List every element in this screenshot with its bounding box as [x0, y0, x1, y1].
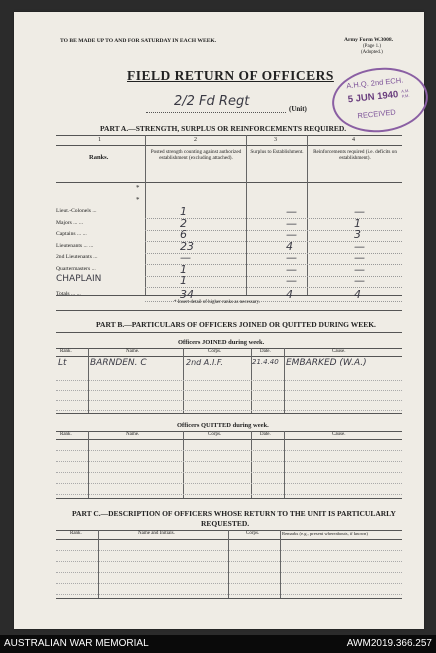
- joined-col-rank: Rank.: [60, 349, 72, 354]
- surplus-value: —: [286, 274, 297, 287]
- adopted-note: (Adopted.): [361, 50, 383, 55]
- strength-value: 23: [180, 239, 194, 253]
- joined-col-name: Name.: [126, 349, 140, 354]
- reinforcements-value: —: [354, 239, 365, 253]
- unit-label: (Unit): [289, 105, 307, 113]
- reinforcements-value: 4: [354, 287, 361, 301]
- part-c-title-line2: REQUESTED.: [201, 519, 250, 528]
- quitted-title: Officers QUITTED during week.: [177, 422, 269, 429]
- stamp-ampm: A.M. P.M.: [400, 87, 410, 99]
- archive-footer: [0, 635, 436, 653]
- joined-name: BARNDEN. C: [90, 358, 147, 368]
- col-num-3: 3: [274, 137, 277, 143]
- reinforcements-value: —: [354, 262, 365, 276]
- strength-value: 2: [180, 216, 187, 230]
- quitted-col-corps: Corps.: [208, 432, 222, 437]
- col-num-4: 4: [352, 137, 355, 143]
- quitted-col-date: Date.: [260, 432, 271, 437]
- stamp-office: A.H.Q. 2nd ECH.: [345, 75, 404, 91]
- page-title: FIELD RETURN OF OFFICERS: [127, 68, 334, 83]
- strength-value: —: [180, 251, 191, 264]
- stamp-received: RECEIVED: [357, 107, 397, 121]
- col-head-strength: Posted strength counting against authorized establishment (excluding attached).: [150, 149, 242, 161]
- strength-value: 6: [180, 228, 187, 241]
- part-a-footnote: * Insert detail of higher ranks as necessary.: [174, 300, 261, 305]
- surplus-value: 4: [286, 239, 293, 253]
- surplus-value: —: [286, 205, 297, 218]
- joined-col-cause: Cause.: [332, 349, 346, 354]
- surplus-value: —: [286, 251, 297, 264]
- header-instruction: TO BE MADE UP TO AND FOR SATURDAY IN EACH WEEK.: [60, 38, 217, 44]
- reinforcements-value: —: [354, 274, 365, 287]
- joined-date: 21.4.40: [252, 358, 279, 366]
- joined-col-corps: Corps.: [208, 349, 222, 354]
- col-head-reinforcements: Reinforcements required (i.e. deficits on establishment).: [313, 149, 397, 161]
- surplus-value: —: [286, 228, 297, 241]
- joined-col-date: Date.: [260, 349, 271, 354]
- reinforcements-value: —: [354, 205, 365, 218]
- reinforcements-value: 1: [354, 216, 361, 230]
- reinforcements-value: —: [354, 251, 365, 264]
- rank-label: CHAPLAIN: [56, 274, 102, 284]
- col-num-1: 1: [98, 137, 101, 143]
- footer-institution: AUSTRALIAN WAR MEMORIAL: [4, 638, 149, 649]
- footer-accession: AWM2019.366.257: [346, 638, 432, 649]
- rank-label: Captains ... ...: [56, 231, 87, 237]
- surplus-value: —: [286, 262, 297, 276]
- part-b-title: PART B.—PARTICULARS OF OFFICERS JOINED OR QUITTED DURING WEEK.: [96, 320, 376, 329]
- col-head-ranks: Ranks.: [89, 154, 109, 161]
- quitted-col-cause: Cause.: [332, 432, 346, 437]
- strength-value: 34: [180, 287, 194, 301]
- reinforcements-value: 3: [354, 228, 361, 241]
- rank-label: Lieut.-Colonels ...: [56, 208, 97, 214]
- page-number: (Page 1.): [363, 44, 382, 49]
- quitted-col-rank: Rank.: [60, 432, 72, 437]
- rank-label: Majors ... ...: [56, 219, 84, 226]
- part-c-title-line1: PART C.—DESCRIPTION OF OFFICERS WHOSE RETURN TO THE UNIT IS PARTICULARLY: [72, 509, 396, 518]
- col-num-2: 2: [194, 137, 197, 143]
- rank-label: Quartermasters ...: [56, 265, 96, 272]
- rank-label: 2nd Lieutenants ...: [56, 254, 98, 260]
- unit-value: 2/2 Fd Regt: [174, 94, 250, 109]
- joined-rank: Lt: [58, 358, 67, 368]
- joined-cause: EMBARKED (W.A.): [286, 358, 367, 368]
- strength-value: 1: [180, 262, 187, 276]
- part-c-col-remarks: Remarks (e.g., present whereabouts, if known): [282, 531, 368, 536]
- part-c-col-corps: Corps.: [246, 531, 260, 536]
- col-head-surplus: Surplus to Establishment.: [250, 149, 304, 155]
- part-a-title: PART A.—STRENGTH, SURPLUS OR REINFORCEMENTS REQUIRED.: [100, 124, 347, 133]
- surplus-value: 4: [286, 287, 293, 301]
- rank-label: Totals ... ...: [56, 290, 81, 297]
- strength-value: 1: [180, 274, 187, 287]
- form-sheet: TO BE MADE UP TO AND FOR SATURDAY IN EACH WEEK. Army Form W.3008. (Page 1.) (Adopted.) FIELD RETURN OF OFFICERS 2/2 Fd Regt (Unit) A.H.Q. 2nd ECH. 5 JUN 1940 A.M. P.M. RECEIVED PART A.—STRENGTH, SURPLUS OR REINFORCEMENTS REQUIRED. 1 2 3 4 Ranks. Posted strength counting against authorized establishment (excluding attached). Surplus to Establishment. Reinforcements required (i.e. deficits on establishment). * * Lieut.-Colonels ... 1 — — Majors ... ... 2 — 1 Captains ... ... 6 — 3 Lieutenants ... ... 23 4 — 2nd Lieutenants ... — — — Quartermasters ... 1 — — CHAPLAIN 1 — — Totals ... ... 34 4 4 * Insert detail of higher ranks as necessary. PART B.—PARTICULARS OF OFFICERS JOINED OR QUITTED DURING WEEK. Officers JOINED during week. Rank. Name. Corps. Date. Cause. Lt BARNDEN. C 2nd A.I.F. 21.4.40 EMBARKED (W.A.) Officers QUITTED during week. Rank. Name. Corps. Date. Cause. PART C.—DESCRIPTION OF OFFICERS WHOSE RETURN TO THE UNIT IS PARTICULARLY REQUESTED. Rank. Name and Initials. Corps. Remarks (e.g., present whereabouts, if known): [14, 12, 424, 629]
- joined-corps: 2nd A.I.F.: [186, 358, 223, 367]
- part-c-col-name: Name and Initials.: [138, 531, 175, 536]
- stamp-date: 5 JUN 1940: [347, 89, 399, 106]
- quitted-col-name: Name.: [126, 432, 140, 437]
- joined-title: Officers JOINED during week.: [178, 339, 265, 346]
- part-c-col-rank: Rank.: [70, 531, 82, 536]
- rank-label: Lieutenants ... ...: [56, 242, 94, 249]
- strength-value: 1: [180, 205, 187, 218]
- form-id: Army Form W.3008.: [344, 37, 394, 43]
- surplus-value: —: [286, 216, 297, 230]
